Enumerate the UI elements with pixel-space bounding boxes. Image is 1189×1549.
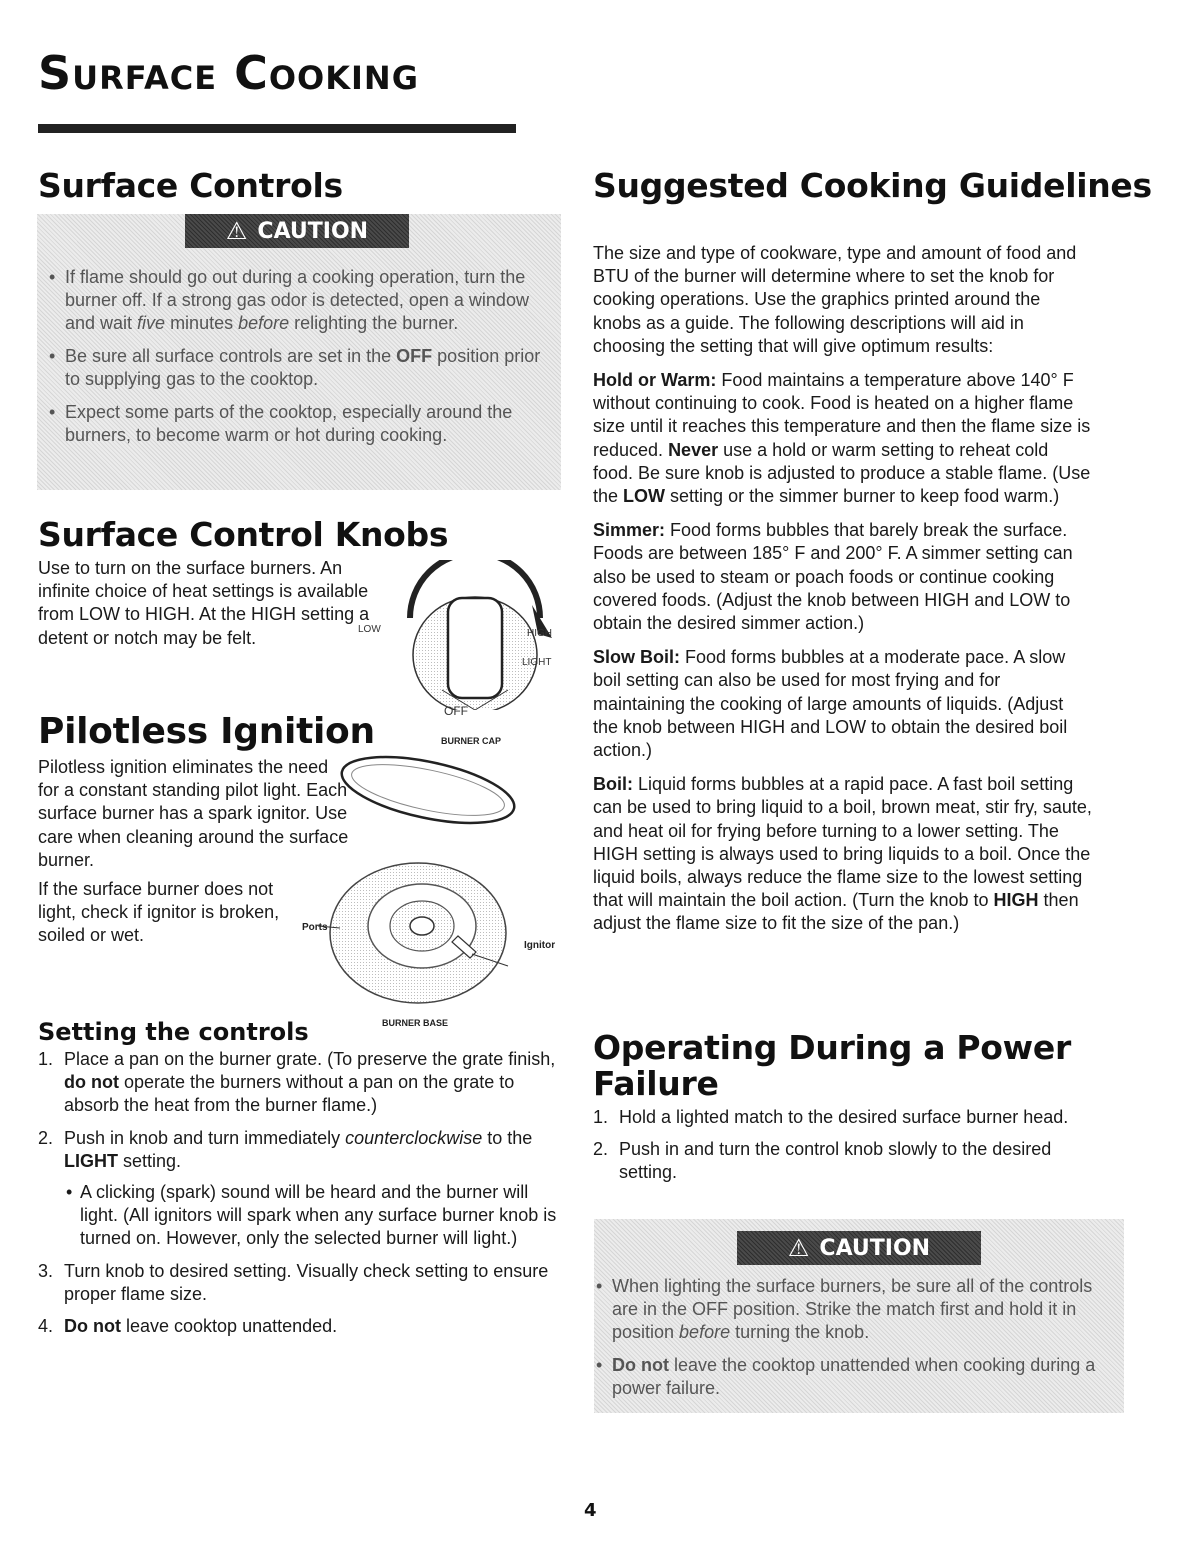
pilotless-text-2: If the surface burner does not light, check if ignitor is broken, soiled or wet. (38, 879, 280, 946)
knob-label-light: LIGHT (522, 657, 552, 668)
setting-controls-heading: Setting the controls (38, 1018, 309, 1046)
pilotless-heading: Pilotless Ignition (38, 711, 375, 752)
burner-base-illustration (300, 848, 530, 1018)
step-item: 2. Push in and turn the control knob slowly to the desired setting. (593, 1139, 1052, 1183)
guideline-slow-boil: Slow Boil: Food forms bubbles at a moderate pace. A slow boil setting can also be used for most frying and for maintaining the cooking of large amounts of liquids. (Adjust the knob between HIGH and LOW to obtain the desired boil action.) (593, 647, 1068, 761)
knob-label-low: LOW (358, 624, 381, 635)
step-item: 3. Turn knob to desired setting. Visually check setting to ensure proper flame size. (38, 1260, 549, 1304)
caution-list (584, 1275, 1100, 1410)
guidelines-heading: Suggested Cooking Guidelines (593, 166, 1152, 205)
caution-box-power-failure (594, 1219, 1124, 1413)
knob-label-off: OFF (444, 704, 468, 718)
step-item: 2. Push in knob and turn immediately counterclockwise to the LIGHT setting. • A clicking (spark) sound will be heard and the burner will light. (All ignitors will spark when any surface burner knob is turned on. However, only the selected burner will light.) (38, 1127, 558, 1251)
setting-steps (38, 1048, 558, 1347)
caution-item: • If flame should go out during a cooking operation, turn the burner off. If a strong gas odor is detected, open a window and wait five minutes before relighting the burner. (37, 266, 545, 335)
step-item: 4. Do not leave cooktop unattended. (38, 1316, 338, 1337)
guideline-hold: Hold or Warm: Food maintains a temperature above 140° F without continuing to cook. Food is heated on a higher flame size until it reaches this temperature and then the flame size is reduced. Never use a hold or warm setting to reheat cold food. Be sure knob is adjusted to produce a stable flame. (Use the LOW setting or the simmer burner to keep food warm.) (593, 370, 1091, 507)
title-rule (38, 124, 516, 133)
knob-label-high: HIGH (527, 628, 552, 639)
caution-banner (737, 1231, 981, 1265)
label-ports: Ports (302, 922, 328, 933)
surface-controls-heading: Surface Controls (38, 166, 343, 205)
step-item: 1. Place a pan on the burner grate. (To preserve the grate finish, do not operate the burners without a pan on the grate to absorb the heat from the burner flame.) (38, 1049, 556, 1116)
power-failure-heading: Operating During a Power Failure (593, 1028, 1071, 1103)
warning-icon: ⚠ (787, 1234, 810, 1262)
knobs-heading: Surface Control Knobs (38, 515, 449, 554)
label-ignitor: Ignitor (524, 940, 556, 951)
caution-item: • Expect some parts of the cooktop, especially around the burners, to become warm or hot during cooking. (37, 401, 545, 447)
guidelines-body (593, 242, 1093, 936)
caution-item: • Be sure all surface controls are set in the OFF position prior to supplying gas to the cooktop. (37, 345, 545, 391)
guidelines-intro: The size and type of cookware, type and amount of food and BTU of the burner will determine where to set the knob for cooking operations. Use the graphics printed around the knobs as a guide. The following descriptions will aid in choosing the setting that will give optimum results: (593, 243, 1077, 356)
caution-label: CAUTION (257, 218, 369, 244)
power-steps (593, 1106, 1093, 1194)
pilotless-text-1: Pilotless ignition eliminates the need for a constant standing pilot light. Each surface burner has a spark ignitor. Use care when cleaning around the surface burner. (38, 757, 349, 870)
label-burner-base: BURNER BASE (382, 1018, 449, 1028)
step-item: 1. Hold a lighted match to the desired surface burner head. (593, 1107, 1069, 1127)
caution-item: • When lighting the surface burners, be sure all of the controls are in the OFF position. Strike the match first and hold it in position before turning the knob. (584, 1275, 1100, 1344)
caution-banner (185, 214, 409, 248)
caution-item: • Do not leave the cooktop unattended when cooking during a power failure. (584, 1354, 1100, 1400)
guideline-boil: Boil: Liquid forms bubbles at a rapid pace. A fast boil setting can be used to bring liquid to a boil, brown meat, stir fry, saute, and heat oil for frying before turning to a lower setting. The HIGH setting is always used to bring liquids to a boil. Once the liquid boils, always reduce the flame size to the lowest setting that will maintain the boil action. (Turn the knob to HIGH then adjust the flame size to fit the size of the pan.) (593, 774, 1092, 934)
page-number: 4 (584, 1500, 597, 1521)
guideline-simmer: Simmer: Food forms bubbles that barely break the surface. Foods are between 185° F and 200° F. A simmer setting can also be used to steam or poach foods or continue cooking covered foods. (Adjust the knob between HIGH and LOW to obtain the desired simmer action.) (593, 520, 1073, 634)
page-title: Surface Cooking (38, 46, 419, 100)
caution-label: CAUTION (819, 1235, 931, 1261)
step-sub-bullet: • A clicking (spark) sound will be heard and the burner will light. (All ignitors will spark when any surface burner knob is turned on. However, only the selected burner will light.) (64, 1181, 558, 1251)
knobs-text: Use to turn on the surface burners. An infinite choice of heat settings is available from LOW to HIGH. At the HIGH setting a detent or notch may be felt. (38, 558, 370, 648)
warning-icon: ⚠ (225, 217, 248, 245)
caution-box-surface-controls (37, 214, 561, 490)
caution-list (37, 266, 545, 457)
burner-cap-illustration (328, 748, 528, 848)
label-burner-cap: BURNER CAP (441, 736, 502, 746)
